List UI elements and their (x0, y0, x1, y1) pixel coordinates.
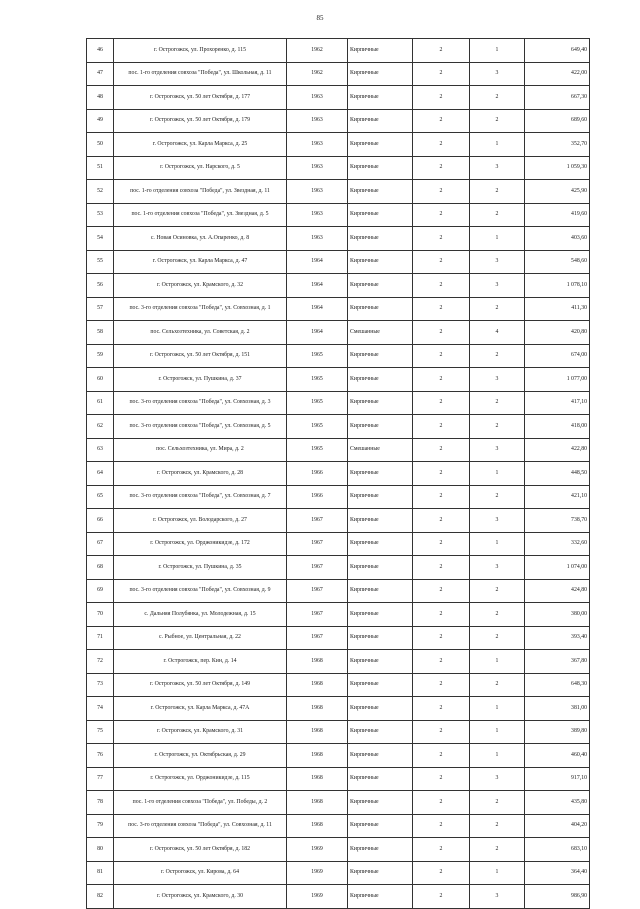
floors-cell: 2 (413, 109, 470, 133)
table-row (87, 814, 590, 838)
entrances-cell: 2 (470, 485, 525, 509)
floors-cell: 2 (413, 509, 470, 533)
entrances-cell: 3 (470, 885, 525, 909)
year-built-cell: 1967 (287, 509, 348, 533)
registry-table-body (87, 39, 590, 909)
wall-material-cell: Кирпичные (348, 626, 413, 650)
address-cell: г. Острогожск, ул. Прохоренко, д. 115 (114, 39, 287, 63)
address-cell: пос. 1-го отделения совхоза "Победа", ул. Звездная, д. 11 (114, 180, 287, 204)
row-number-cell: 49 (87, 109, 114, 133)
year-built-cell: 1969 (287, 861, 348, 885)
row-number-cell: 52 (87, 180, 114, 204)
address-cell: г. Острогожск, ул. 50 лет Октября, д. 149 (114, 673, 287, 697)
year-built-cell: 1964 (287, 250, 348, 274)
floors-cell: 2 (413, 133, 470, 157)
table-row (87, 673, 590, 697)
floors-cell: 2 (413, 767, 470, 791)
year-built-cell: 1962 (287, 39, 348, 63)
entrances-cell: 2 (470, 344, 525, 368)
entrances-cell: 2 (470, 603, 525, 627)
wall-material-cell: Кирпичные (348, 203, 413, 227)
row-number-cell: 81 (87, 861, 114, 885)
entrances-cell: 2 (470, 391, 525, 415)
area-cell: 422,80 (525, 438, 590, 462)
row-number-cell: 79 (87, 814, 114, 838)
table-row (87, 697, 590, 721)
floors-cell: 2 (413, 250, 470, 274)
floors-cell: 2 (413, 744, 470, 768)
page-number: 85 (316, 14, 324, 22)
row-number-cell: 80 (87, 838, 114, 862)
floors-cell: 2 (413, 650, 470, 674)
entrances-cell: 1 (470, 227, 525, 251)
year-built-cell: 1968 (287, 697, 348, 721)
area-cell: 419,60 (525, 203, 590, 227)
table-row (87, 39, 590, 63)
floors-cell: 2 (413, 885, 470, 909)
row-number-cell: 72 (87, 650, 114, 674)
address-cell: г. Острогожск, ул. 50 лет Октября, д. 182 (114, 838, 287, 862)
area-cell: 448,50 (525, 462, 590, 486)
address-cell: пос. 1-го отделения совхоза "Победа", ул. Победы, д. 2 (114, 791, 287, 815)
row-number-cell: 63 (87, 438, 114, 462)
area-cell: 380,00 (525, 603, 590, 627)
table-row (87, 180, 590, 204)
address-cell: г. Острогожск, ул. Пушкина, д. 37 (114, 368, 287, 392)
row-number-cell: 56 (87, 274, 114, 298)
table-row (87, 485, 590, 509)
floors-cell: 2 (413, 156, 470, 180)
table-row (87, 86, 590, 110)
wall-material-cell: Кирпичные (348, 156, 413, 180)
table-row (87, 274, 590, 298)
address-cell: г. Острогожск, ул. Крамского, д. 28 (114, 462, 287, 486)
address-cell: г. Острогожск, ул. Кирова, д. 64 (114, 861, 287, 885)
area-cell: 381,00 (525, 697, 590, 721)
table-row (87, 462, 590, 486)
table-row (87, 791, 590, 815)
table-row (87, 297, 590, 321)
address-cell: пос. 1-го отделения совхоза "Победа", ул. Звездная, д. 5 (114, 203, 287, 227)
address-cell: пос. Сельхозтехника, ул. Мира, д. 2 (114, 438, 287, 462)
row-number-cell: 46 (87, 39, 114, 63)
wall-material-cell: Кирпичные (348, 227, 413, 251)
year-built-cell: 1962 (287, 62, 348, 86)
year-built-cell: 1965 (287, 368, 348, 392)
address-cell: г. Острогожск, ул. Карла Маркса, д. 25 (114, 133, 287, 157)
area-cell: 403,60 (525, 227, 590, 251)
floors-cell: 2 (413, 603, 470, 627)
wall-material-cell: Кирпичные (348, 697, 413, 721)
entrances-cell: 1 (470, 861, 525, 885)
row-number-cell: 60 (87, 368, 114, 392)
floors-cell: 2 (413, 86, 470, 110)
entrances-cell: 2 (470, 579, 525, 603)
row-number-cell: 66 (87, 509, 114, 533)
address-cell: г. Острогожск, ул. Крамского, д. 32 (114, 274, 287, 298)
table-row (87, 509, 590, 533)
table-row (87, 744, 590, 768)
entrances-cell: 2 (470, 814, 525, 838)
year-built-cell: 1967 (287, 556, 348, 580)
table-row (87, 368, 590, 392)
entrances-cell: 2 (470, 626, 525, 650)
address-cell: г. Острогожск, ул. Крамского, д. 30 (114, 885, 287, 909)
wall-material-cell: Кирпичные (348, 391, 413, 415)
year-built-cell: 1966 (287, 462, 348, 486)
address-cell: г. Острогожск, ул. Володарского, д. 27 (114, 509, 287, 533)
entrances-cell: 3 (470, 62, 525, 86)
wall-material-cell: Кирпичные (348, 532, 413, 556)
year-built-cell: 1968 (287, 673, 348, 697)
wall-material-cell: Смешанные (348, 321, 413, 345)
row-number-cell: 61 (87, 391, 114, 415)
entrances-cell: 2 (470, 297, 525, 321)
area-cell: 418,00 (525, 415, 590, 439)
row-number-cell: 58 (87, 321, 114, 345)
floors-cell: 2 (413, 438, 470, 462)
area-cell: 548,60 (525, 250, 590, 274)
area-cell: 425,90 (525, 180, 590, 204)
area-cell: 1 059,30 (525, 156, 590, 180)
year-built-cell: 1964 (287, 321, 348, 345)
year-built-cell: 1965 (287, 415, 348, 439)
entrances-cell: 3 (470, 438, 525, 462)
wall-material-cell: Кирпичные (348, 791, 413, 815)
floors-cell: 2 (413, 838, 470, 862)
entrances-cell: 3 (470, 274, 525, 298)
area-cell: 404,20 (525, 814, 590, 838)
wall-material-cell: Кирпичные (348, 744, 413, 768)
table-row (87, 156, 590, 180)
floors-cell: 2 (413, 720, 470, 744)
area-cell: 417,10 (525, 391, 590, 415)
floors-cell: 2 (413, 39, 470, 63)
address-cell: г. Острогожск, ул. Крамского, д. 31 (114, 720, 287, 744)
entrances-cell: 2 (470, 203, 525, 227)
address-cell: пос. 3-го отделения совхоза "Победа", ул. Совхозная, д. 9 (114, 579, 287, 603)
year-built-cell: 1969 (287, 885, 348, 909)
entrances-cell: 1 (470, 39, 525, 63)
wall-material-cell: Кирпичные (348, 368, 413, 392)
row-number-cell: 76 (87, 744, 114, 768)
floors-cell: 2 (413, 462, 470, 486)
table-row (87, 62, 590, 86)
address-cell: пос. 3-го отделения совхоза "Победа", ул. Совхозная, д. 3 (114, 391, 287, 415)
row-number-cell: 74 (87, 697, 114, 721)
entrances-cell: 1 (470, 697, 525, 721)
area-cell: 648,30 (525, 673, 590, 697)
row-number-cell: 77 (87, 767, 114, 791)
table-row (87, 203, 590, 227)
area-cell: 683,10 (525, 838, 590, 862)
wall-material-cell: Кирпичные (348, 673, 413, 697)
entrances-cell: 1 (470, 650, 525, 674)
wall-material-cell: Кирпичные (348, 39, 413, 63)
year-built-cell: 1967 (287, 626, 348, 650)
table-row (87, 767, 590, 791)
row-number-cell: 51 (87, 156, 114, 180)
area-cell: 689,60 (525, 109, 590, 133)
row-number-cell: 69 (87, 579, 114, 603)
wall-material-cell: Кирпичные (348, 556, 413, 580)
year-built-cell: 1968 (287, 650, 348, 674)
year-built-cell: 1964 (287, 297, 348, 321)
entrances-cell: 3 (470, 250, 525, 274)
row-number-cell: 62 (87, 415, 114, 439)
table-row (87, 885, 590, 909)
year-built-cell: 1967 (287, 532, 348, 556)
area-cell: 649,40 (525, 39, 590, 63)
entrances-cell: 1 (470, 720, 525, 744)
floors-cell: 2 (413, 62, 470, 86)
floors-cell: 2 (413, 814, 470, 838)
table-row (87, 626, 590, 650)
year-built-cell: 1967 (287, 579, 348, 603)
row-number-cell: 54 (87, 227, 114, 251)
wall-material-cell: Кирпичные (348, 603, 413, 627)
area-cell: 435,80 (525, 791, 590, 815)
area-cell: 389,80 (525, 720, 590, 744)
table-row (87, 133, 590, 157)
address-cell: г. Острогожск, ул. 50 лет Октября, д. 177 (114, 86, 287, 110)
wall-material-cell: Кирпичные (348, 180, 413, 204)
floors-cell: 2 (413, 532, 470, 556)
address-cell: г. Острогожск, ул. Октябрьская, д. 29 (114, 744, 287, 768)
entrances-cell: 3 (470, 156, 525, 180)
floors-cell: 2 (413, 415, 470, 439)
address-cell: с. Новая Осиновка, ул. А.Опаренко, д. 8 (114, 227, 287, 251)
wall-material-cell: Кирпичные (348, 838, 413, 862)
floors-cell: 2 (413, 344, 470, 368)
table-row (87, 109, 590, 133)
address-cell: г. Острогожск, ул. Карла Маркса, д. 47А (114, 697, 287, 721)
year-built-cell: 1963 (287, 203, 348, 227)
wall-material-cell: Кирпичные (348, 297, 413, 321)
floors-cell: 2 (413, 626, 470, 650)
area-cell: 986,90 (525, 885, 590, 909)
area-cell: 393,40 (525, 626, 590, 650)
table-row (87, 532, 590, 556)
wall-material-cell: Кирпичные (348, 885, 413, 909)
table-row (87, 603, 590, 627)
year-built-cell: 1969 (287, 838, 348, 862)
area-cell: 352,70 (525, 133, 590, 157)
address-cell: г. Острогожск, ул. 50 лет Октября, д. 151 (114, 344, 287, 368)
address-cell: г. Острогожск, ул. Орджоникидзе, д. 115 (114, 767, 287, 791)
address-cell: с. Рыбное, ул. Центральная, д. 22 (114, 626, 287, 650)
year-built-cell: 1966 (287, 485, 348, 509)
wall-material-cell: Кирпичные (348, 767, 413, 791)
table-row (87, 415, 590, 439)
wall-material-cell: Кирпичные (348, 133, 413, 157)
row-number-cell: 67 (87, 532, 114, 556)
floors-cell: 2 (413, 391, 470, 415)
wall-material-cell: Кирпичные (348, 579, 413, 603)
row-number-cell: 70 (87, 603, 114, 627)
area-cell: 460,40 (525, 744, 590, 768)
area-cell: 367,80 (525, 650, 590, 674)
address-cell: г. Острогожск, ул. Орджоникидзе, д. 172 (114, 532, 287, 556)
floors-cell: 2 (413, 579, 470, 603)
table-row (87, 838, 590, 862)
table-row (87, 321, 590, 345)
table-row (87, 227, 590, 251)
address-cell: пос. 3-го отделения совхоза "Победа", ул. Совхозная, д. 5 (114, 415, 287, 439)
year-built-cell: 1963 (287, 227, 348, 251)
year-built-cell: 1968 (287, 814, 348, 838)
entrances-cell: 2 (470, 673, 525, 697)
address-cell: пос. 3-го отделения совхоза "Победа", ул. Совхозная, д. 11 (114, 814, 287, 838)
year-built-cell: 1964 (287, 274, 348, 298)
table-row (87, 438, 590, 462)
entrances-cell: 3 (470, 767, 525, 791)
address-cell: пос. Сельхозтехника, ул. Советская, д. 2 (114, 321, 287, 345)
year-built-cell: 1968 (287, 744, 348, 768)
address-cell: пос. 1-го отделения совхоза "Победа", ул. Школьная, д. 11 (114, 62, 287, 86)
row-number-cell: 82 (87, 885, 114, 909)
entrances-cell: 1 (470, 744, 525, 768)
entrances-cell: 1 (470, 462, 525, 486)
row-number-cell: 50 (87, 133, 114, 157)
wall-material-cell: Кирпичные (348, 462, 413, 486)
year-built-cell: 1968 (287, 720, 348, 744)
housing-registry-table (86, 38, 590, 909)
row-number-cell: 75 (87, 720, 114, 744)
wall-material-cell: Кирпичные (348, 415, 413, 439)
year-built-cell: 1963 (287, 180, 348, 204)
floors-cell: 2 (413, 556, 470, 580)
table-row (87, 391, 590, 415)
entrances-cell: 2 (470, 838, 525, 862)
year-built-cell: 1968 (287, 767, 348, 791)
year-built-cell: 1968 (287, 791, 348, 815)
table-row (87, 650, 590, 674)
address-cell: г. Острогожск, пер. Кин, д. 14 (114, 650, 287, 674)
entrances-cell: 2 (470, 109, 525, 133)
wall-material-cell: Смешанные (348, 438, 413, 462)
table-row (87, 556, 590, 580)
address-cell: г. Острогожск, ул. 50 лет Октября, д. 179 (114, 109, 287, 133)
table-row (87, 250, 590, 274)
floors-cell: 2 (413, 274, 470, 298)
row-number-cell: 78 (87, 791, 114, 815)
year-built-cell: 1963 (287, 109, 348, 133)
wall-material-cell: Кирпичные (348, 861, 413, 885)
area-cell: 674,00 (525, 344, 590, 368)
row-number-cell: 64 (87, 462, 114, 486)
row-number-cell: 65 (87, 485, 114, 509)
area-cell: 422,00 (525, 62, 590, 86)
wall-material-cell: Кирпичные (348, 485, 413, 509)
wall-material-cell: Кирпичные (348, 650, 413, 674)
address-cell: пос. 3-го отделения совхоза "Победа", ул. Совхозная, д. 7 (114, 485, 287, 509)
floors-cell: 2 (413, 861, 470, 885)
area-cell: 421,10 (525, 485, 590, 509)
row-number-cell: 55 (87, 250, 114, 274)
entrances-cell: 2 (470, 791, 525, 815)
floors-cell: 2 (413, 485, 470, 509)
entrances-cell: 2 (470, 180, 525, 204)
year-built-cell: 1965 (287, 438, 348, 462)
floors-cell: 2 (413, 297, 470, 321)
entrances-cell: 2 (470, 86, 525, 110)
entrances-cell: 4 (470, 321, 525, 345)
row-number-cell: 73 (87, 673, 114, 697)
year-built-cell: 1963 (287, 156, 348, 180)
table-row (87, 720, 590, 744)
wall-material-cell: Кирпичные (348, 250, 413, 274)
wall-material-cell: Кирпичные (348, 509, 413, 533)
wall-material-cell: Кирпичные (348, 344, 413, 368)
row-number-cell: 68 (87, 556, 114, 580)
entrances-cell: 3 (470, 556, 525, 580)
year-built-cell: 1963 (287, 133, 348, 157)
address-cell: с. Дальняя Полубянка, ул. Молодежная, д. 15 (114, 603, 287, 627)
row-number-cell: 53 (87, 203, 114, 227)
entrances-cell: 1 (470, 133, 525, 157)
area-cell: 364,40 (525, 861, 590, 885)
wall-material-cell: Кирпичные (348, 109, 413, 133)
wall-material-cell: Кирпичные (348, 274, 413, 298)
row-number-cell: 71 (87, 626, 114, 650)
row-number-cell: 59 (87, 344, 114, 368)
area-cell: 411,30 (525, 297, 590, 321)
floors-cell: 2 (413, 321, 470, 345)
floors-cell: 2 (413, 227, 470, 251)
area-cell: 1 078,10 (525, 274, 590, 298)
wall-material-cell: Кирпичные (348, 86, 413, 110)
area-cell: 1 074,00 (525, 556, 590, 580)
address-cell: г. Острогожск, ул. Пушкина, д. 35 (114, 556, 287, 580)
table-row (87, 861, 590, 885)
row-number-cell: 48 (87, 86, 114, 110)
entrances-cell: 3 (470, 509, 525, 533)
floors-cell: 2 (413, 203, 470, 227)
year-built-cell: 1965 (287, 344, 348, 368)
wall-material-cell: Кирпичные (348, 720, 413, 744)
area-cell: 420,80 (525, 321, 590, 345)
floors-cell: 2 (413, 180, 470, 204)
wall-material-cell: Кирпичные (348, 62, 413, 86)
year-built-cell: 1967 (287, 603, 348, 627)
wall-material-cell: Кирпичные (348, 814, 413, 838)
address-cell: г. Острогожск, ул. Карла Маркса, д. 47 (114, 250, 287, 274)
entrances-cell: 2 (470, 415, 525, 439)
row-number-cell: 57 (87, 297, 114, 321)
address-cell: г. Острогожск, ул. Нарского, д. 5 (114, 156, 287, 180)
table-row (87, 344, 590, 368)
area-cell: 738,70 (525, 509, 590, 533)
area-cell: 332,60 (525, 532, 590, 556)
entrances-cell: 1 (470, 532, 525, 556)
floors-cell: 2 (413, 673, 470, 697)
year-built-cell: 1963 (287, 86, 348, 110)
floors-cell: 2 (413, 791, 470, 815)
area-cell: 917,10 (525, 767, 590, 791)
floors-cell: 2 (413, 368, 470, 392)
table-row (87, 579, 590, 603)
area-cell: 667,30 (525, 86, 590, 110)
row-number-cell: 47 (87, 62, 114, 86)
area-cell: 424,80 (525, 579, 590, 603)
entrances-cell: 3 (470, 368, 525, 392)
floors-cell: 2 (413, 697, 470, 721)
year-built-cell: 1965 (287, 391, 348, 415)
address-cell: пос. 3-го отделения совхоза "Победа", ул. Совхозная, д. 1 (114, 297, 287, 321)
area-cell: 1 077,00 (525, 368, 590, 392)
